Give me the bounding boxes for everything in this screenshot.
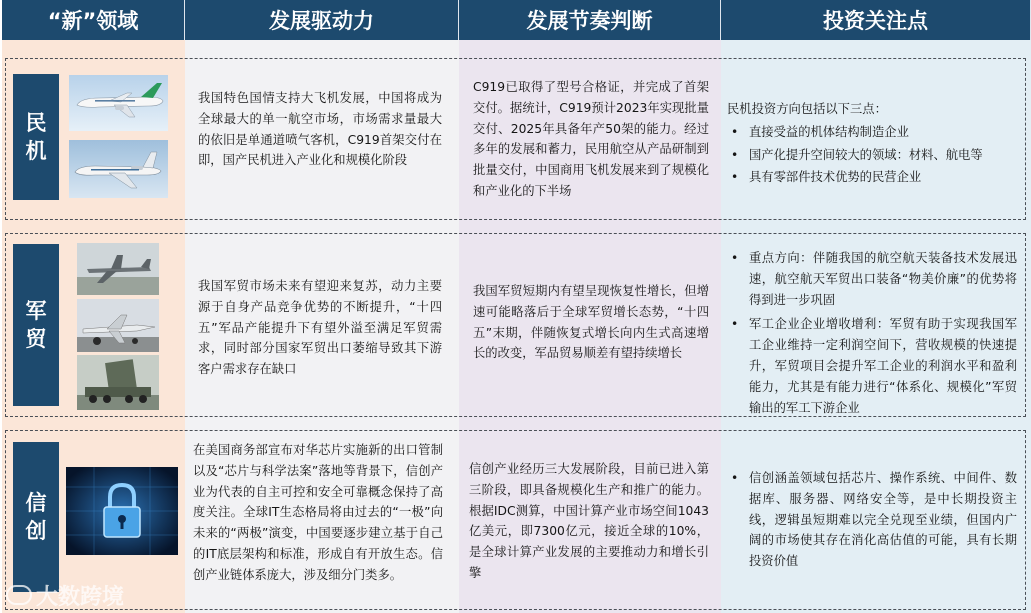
list-item: • 军工企业企业增收增利：军贸有助于实现我国军工企业维持一定利润空间下，营收规模的快速提升，军贸项目会提升军工企业的利润水平和盈利能力，尤其是有能力进行“体系化、规模化”军贸输出的军工下游企业 [727,314,1017,418]
missile-launcher-photo [77,355,159,410]
military-focus-list [727,248,1017,418]
airliner-photo [69,140,168,198]
row-label-char: 创 [25,519,47,543]
xinchuang-driver-text: 在美国商务部宣布对华芯片实施新的出口管制以及“芯片与科学法案”落地等背景下，信创产业为代表的自主可控和安全可靠概念保持了高度关注。全球IT生态格局将由过去的“一极”向未来的“两极”演变，中国要逐步建立基于自己的IT底层架构和标准，形成自有开放生态。信创产业链体系庞大，涉及细分门类多。 [193,443,443,582]
watermark-logo-icon [6,585,32,605]
list-item: • 信创涵盖领域包括芯片、操作系统、中间件、数据库、服务器、网络安全等，是中长期投资主线，逻辑虽短期难以完全兑现至业绩，但国内广阔的市场使其存在消化高估值的可能，具有长期投资价值 [727,468,1017,572]
airliner-photo [69,75,168,131]
row-label-char: 机 [25,139,47,163]
list-item: • 直接受益的机体结构制造企业 [727,122,1017,143]
xinchuang-rhythm-text: 信创产业经历三大发展阶段，目前已进入第三阶段，即具备规模化生产和推广的能力。根据IDC测算，中国计算产业市场空间1043亿美元，即7300亿元，接近全球的10%，是全球计算产业发展的主要推动力和增长引擎 [469,462,709,580]
row-label-char: 贸 [25,327,47,351]
civil-focus-intro: 民机投资方向包括以下三点： [727,102,887,116]
civil-focus [727,99,1017,188]
list-item: • 国产化提升空间较大的领域：材料、航电等 [727,145,1017,166]
civil-rhythm-text: C919已取得了型号合格证，并完成了首架交付。据统计，C919预计2023年实现批量交付、2025年具备年产50架的能力。经过多年的发展和蓄力，民用航空从产品研制到批量交付，中国商用飞机发展来到了规模化和产业化的下半场 [473,80,709,198]
watermark-text: 大数跨境 [36,584,125,610]
row-label-char: 信 [25,491,47,515]
military-focus [727,248,1017,418]
row-label-civil [13,74,59,200]
header-domain: “新”领域 [2,0,185,40]
row-label-military [13,244,59,406]
fighter-jet-photo [77,299,159,352]
list-item: • 具有零部件技术优势的民营企业 [727,167,1017,188]
header-driver: 发展驱动力 [185,0,459,40]
xinchuang-focus-list [727,468,1017,572]
row-label-char: 民 [25,111,47,135]
row-label-xinchuang [13,442,59,592]
civil-focus-list [727,122,1017,188]
header-rhythm: 发展节奏判断 [459,0,721,40]
row-label-char: 军 [25,299,47,323]
xinchuang-focus [727,468,1017,572]
list-item: • 重点方向：伴随我国的航空航天装备技术发展迅速，航空航天军贸出口装备“物美价廉”的优势将得到进一步巩固 [727,248,1017,310]
military-rhythm-text: 我国军贸短期内有望呈现恢复性增长，但增速可能略落后于全球军贸增长态势，“十四五”末期，伴随恢复式增长向内生式高速增长的改变，军品贸易顺差有望持续增长 [473,284,709,361]
header-focus: 投资关注点 [721,0,1031,40]
civil-driver-text: 我国特色国情支持大飞机发展，中国将成为全球最大的单一航空市场，市场需求量最大的依旧是单通道喷气客机，C919首架交付在即，国产民机进入产业化和规模化阶段 [198,91,442,168]
drone-photo [77,243,159,295]
security-lock-image [66,467,178,555]
watermark [6,580,124,610]
military-driver-text: 我国军贸市场未来有望迎来复苏，动力主要源于自身产品竞争优势的不断提升，“十四五”军品产能提升下有望外溢至满足军贸需求，同时部分国家军贸出口萎缩导致其下游客户需求存在缺口 [198,279,442,377]
